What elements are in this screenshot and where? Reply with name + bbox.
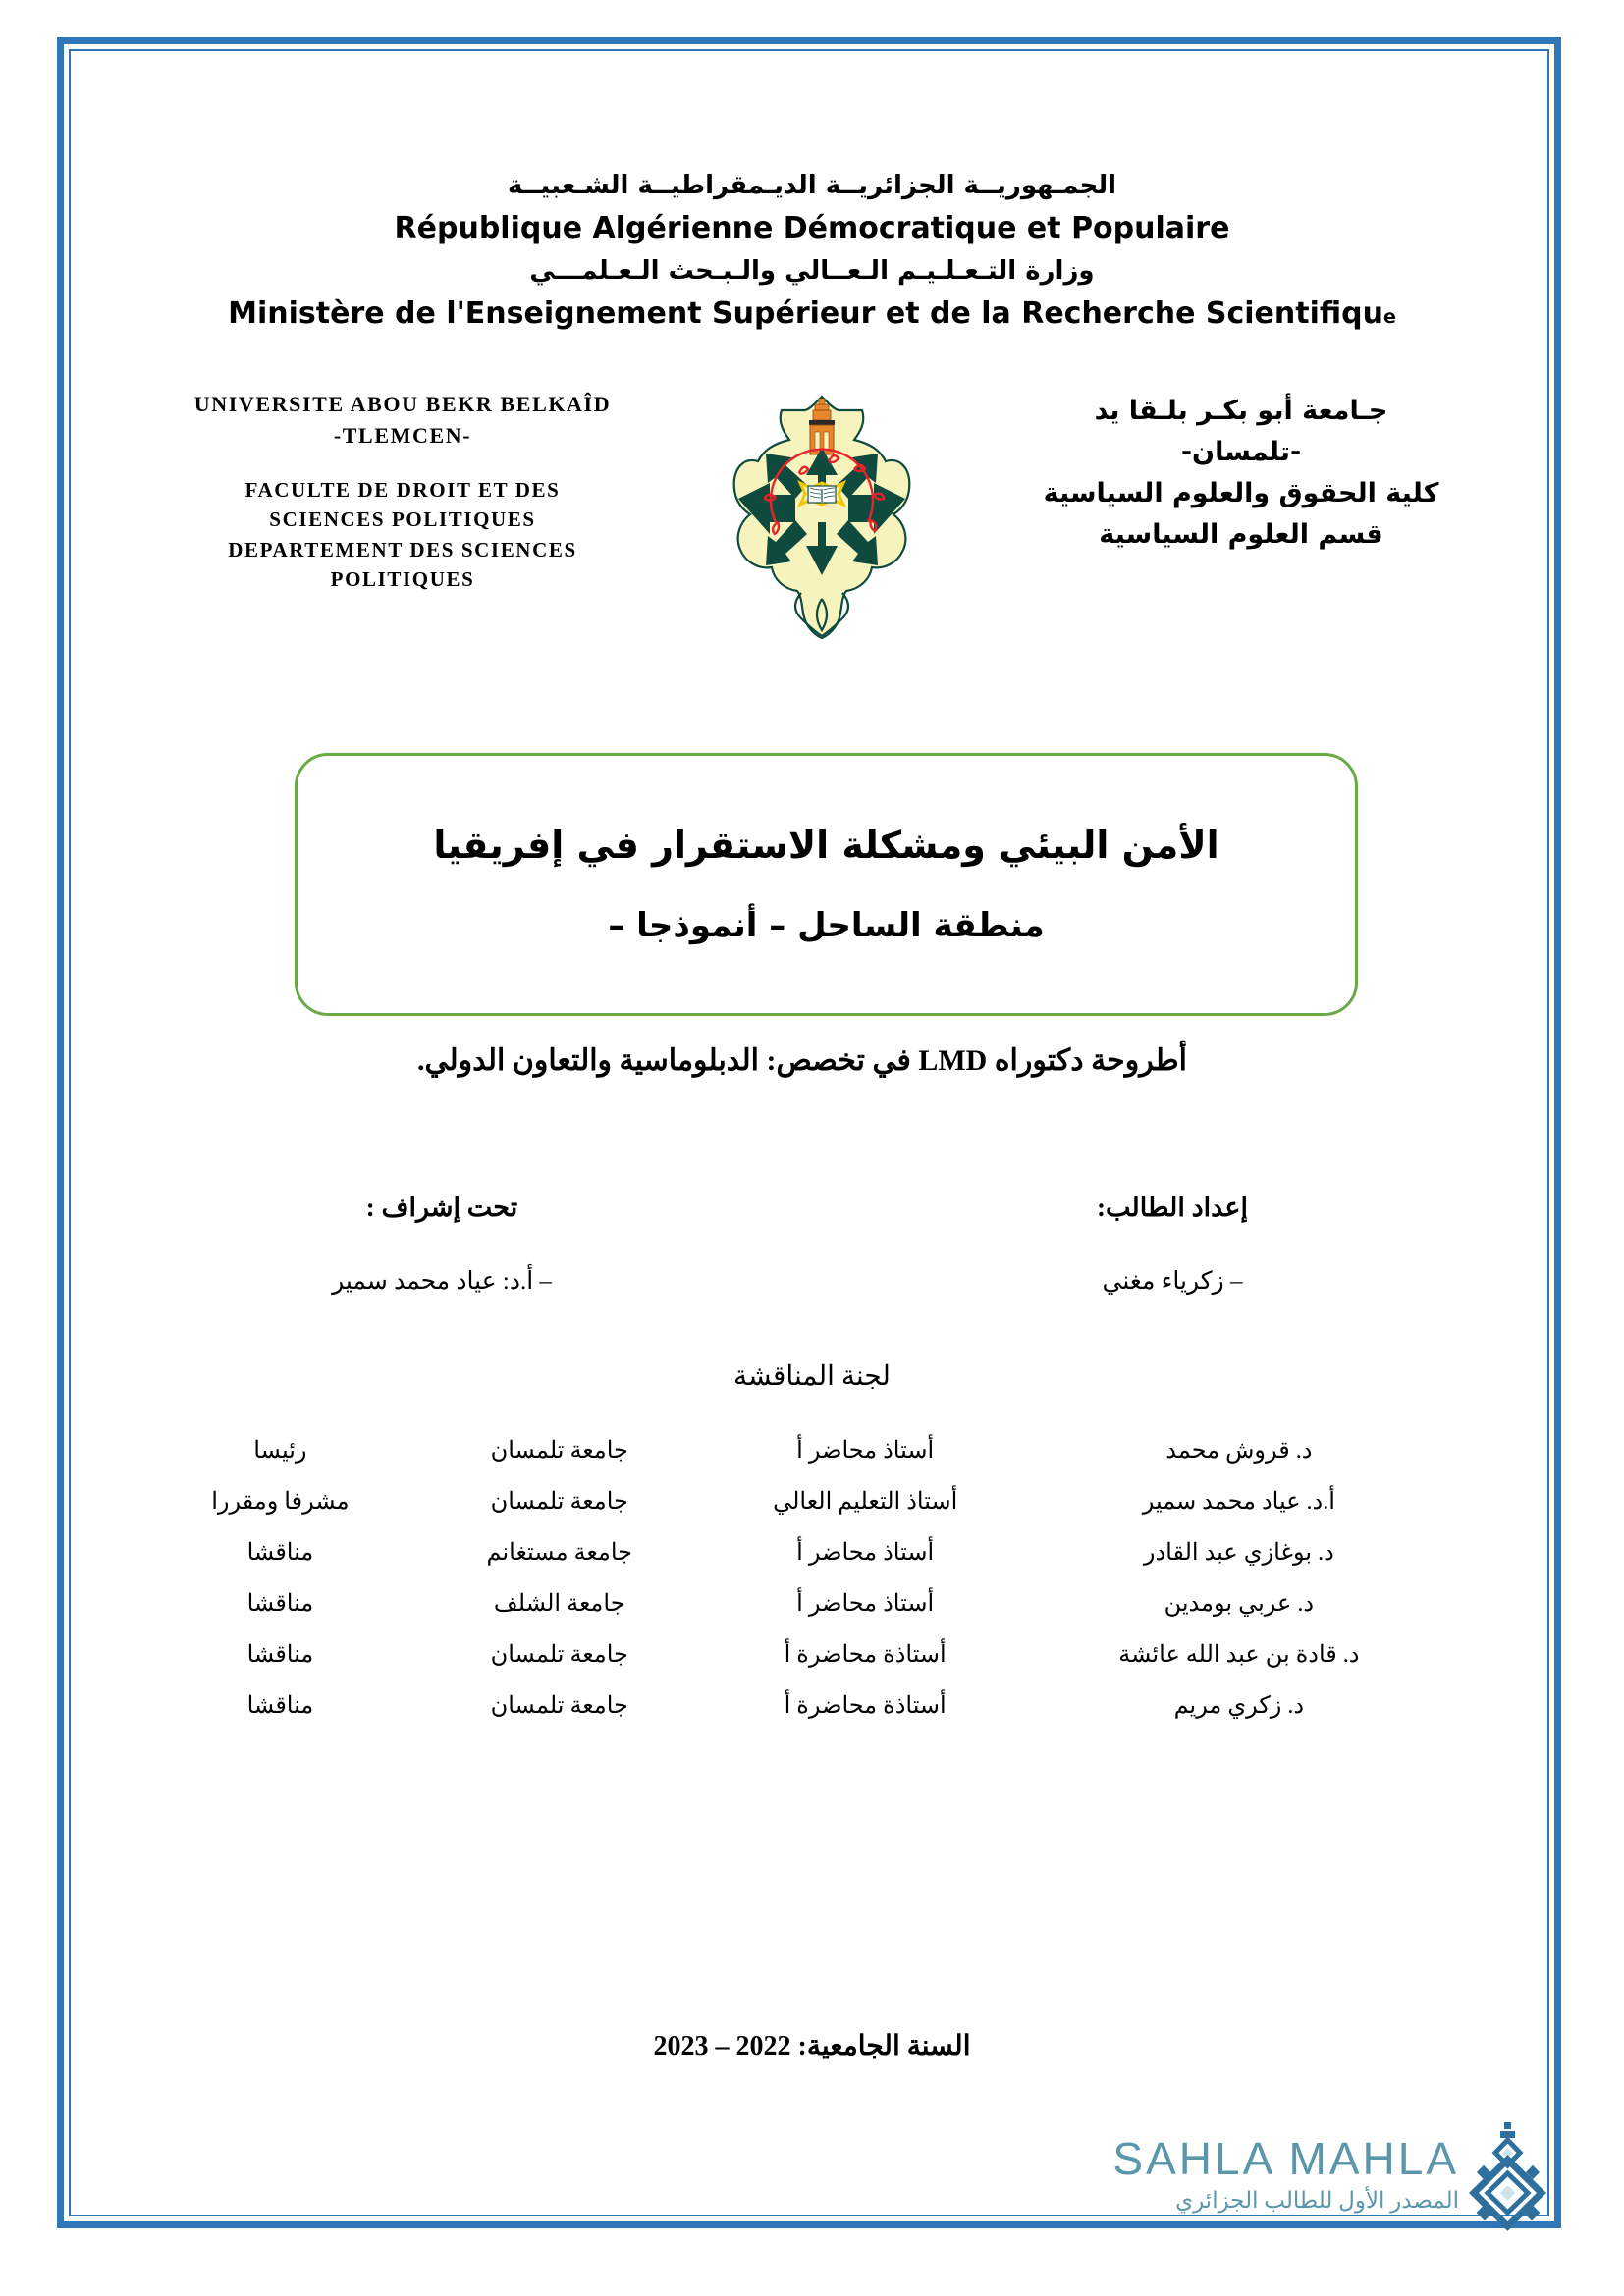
student-name: – زكرياء مغني: [1102, 1268, 1243, 1295]
faculty-fr-line2: SCIENCES POLITIQUES: [269, 507, 536, 532]
committee-member-rank: أستاذ محاضر أ: [796, 1591, 935, 1617]
university-city-ar: -تلمسان-: [1180, 436, 1302, 467]
ministry-french-text: Ministère de l'Enseignement Supérieur et de la Recherche Scientifiqu: [228, 296, 1383, 331]
committee-member-name: د. بوغازي عبد القادر: [1143, 1540, 1334, 1566]
supervisor-block: [187, 1193, 697, 1296]
republic-arabic: الجمـهوريــة الجزائريــة الديـمقراطيــة الشـعبيــة: [507, 171, 1117, 200]
national-header: [128, 167, 1496, 338]
university-city-fr: -TLEMCEN-: [333, 422, 472, 448]
university-arabic-block: [976, 391, 1506, 555]
committee-member-rank: أستاذة محاضرة أ: [784, 1693, 947, 1719]
committee-member-rank: أستاذة محاضرة أ: [784, 1642, 947, 1668]
university-logo-icon: [731, 389, 913, 644]
department-fr-line1: DEPARTEMENT DES SCIENCES: [228, 537, 577, 561]
committee-member-university: جامعة تلمسان: [490, 1642, 628, 1668]
university-name-fr: UNIVERSITE ABOU BEKR BELKAÎD: [193, 392, 612, 416]
committee-row: [147, 1629, 1477, 1681]
committee-title: لجنة المناقشة: [733, 1362, 891, 1392]
thesis-title-main: الأمن البيئي ومشكلة الاستقرار في إفريقيا: [433, 824, 1219, 868]
supervisor-label: تحت إشراف :: [365, 1193, 518, 1222]
page-border-inner: [69, 49, 1549, 2216]
academic-year: السنة الجامعية: 2022 – 2023: [653, 2031, 971, 2061]
committee-row: [147, 1578, 1477, 1629]
spacer: [128, 452, 677, 475]
student-label: إعداد الطالب:: [1097, 1193, 1248, 1222]
committee-table: [147, 1425, 1477, 1732]
department-ar: قسم العلوم السياسية: [1099, 518, 1383, 550]
watermark-diamond-logo-icon: [1463, 2120, 1553, 2238]
faculty-fr-line1: FACULTE DE DROIT ET DES: [244, 477, 561, 502]
committee-member-rank: أستاذ محاضر أ: [796, 1540, 935, 1566]
watermark-brand-name: SAHLA MAHLA: [1112, 2133, 1459, 2184]
committee-member-role: مشرفا ومقررا: [211, 1489, 350, 1515]
committee-member-university: جامعة مستغانم: [486, 1540, 632, 1566]
center-medallion: [800, 483, 843, 505]
committee-row: [147, 1425, 1477, 1476]
committee-member-name: د. عربي بومدين: [1164, 1591, 1315, 1617]
supervisor-name: – أ.د: عياد محمد سمير: [332, 1268, 552, 1295]
committee-member-name: د. قادة بن عبد الله عائشة: [1118, 1642, 1360, 1668]
thesis-kind-line: أطروحة دكتوراه LMD في تخصص: الدبلوماسية والتعاون الدولي.: [417, 1044, 1187, 1077]
faculty-ar: كلية الحقوق والعلوم السياسية: [1043, 477, 1439, 508]
committee-row: [147, 1476, 1477, 1527]
committee-member-name: د. قروش محمد: [1165, 1438, 1313, 1464]
committee-member-role: مناقشا: [246, 1540, 314, 1566]
watermark-tagline: المصدر الأول للطالب الجزائري: [1175, 2188, 1459, 2213]
people-section: [147, 1193, 1477, 1330]
committee-member-name: أ.د. عياد محمد سمير: [1142, 1489, 1335, 1515]
committee-table-body: [147, 1425, 1477, 1732]
committee-member-role: مناقشا: [246, 1693, 314, 1719]
committee-member-university: جامعة تلمسان: [490, 1489, 628, 1515]
committee-member-role: رئيسا: [253, 1438, 307, 1464]
committee-member-name: د. زكري مريم: [1173, 1693, 1305, 1719]
watermark: [1053, 2120, 1553, 2238]
committee-member-rank: أستاذ التعليم العالي: [773, 1489, 958, 1515]
committee-member-university: جامعة الشلف: [493, 1591, 625, 1617]
committee-member-role: مناقشا: [246, 1591, 314, 1617]
department-fr-line2: POLITIQUES: [330, 567, 475, 592]
student-block: [917, 1193, 1428, 1296]
watermark-text: [1066, 2133, 1459, 2213]
thesis-title-sub: منطقة الساحل – أنموذجا –: [608, 905, 1045, 945]
university-french-block: [128, 389, 677, 595]
ministry-french-tail: e: [1382, 306, 1396, 328]
committee-member-university: جامعة تلمسان: [490, 1438, 628, 1464]
university-name-ar: جـامعة أبو بكـر بلـقا يد: [1094, 396, 1388, 426]
thesis-title-box: [295, 753, 1358, 1016]
committee-row: [147, 1527, 1477, 1578]
committee-member-university: جامعة تلمسان: [490, 1693, 628, 1719]
committee-member-rank: أستاذ محاضر أ: [796, 1438, 935, 1464]
committee-member-role: مناقشا: [246, 1642, 314, 1668]
republic-french: République Algérienne Démocratique et Populaire: [394, 211, 1230, 245]
committee-row: [147, 1681, 1477, 1732]
ministry-french: [128, 291, 1496, 338]
ministry-arabic: وزارة التـعـلـيـم الـعــالي والـبـحث الـعـلمـــي: [529, 256, 1095, 286]
